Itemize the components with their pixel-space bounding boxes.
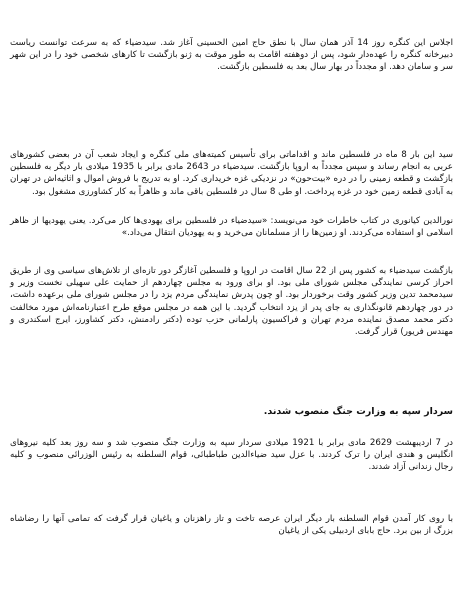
paragraph-palestine-stay: سید این بار 8 ماه در فلسطین ماند و اقداماتی برای تأسیس کمیته‌های ملی کنگره و ایجاد شعب آن در بعضی کشورهای عربی به انجام رساند و سپس مجدداً به اروپا بازگشت. سیدضیاء در 2643 مادی برابر با 1935 میلادی بار دیگر به فلسطین بازگشت و قطعه زمینی را در دره «بیت‌حون» در نزدیکی غزه خریداری کرد. او به تدریج با فروش اموال و اثاثیه‌اش در تهران به آبادی قطعه زمین خود در غزه پرداخت. او طی 8 سال در فلسطین باقی ماند و ظاهراً به کار کشاورزی مشغول بود. bbox=[10, 150, 454, 197]
paragraph-return-to-iran: بازگشت سیدضیاء به کشور پس از 22 سال اقامت در اروپا و فلسطین آغازگر دور تازه‌ای از تلاش‌های سیاسی وی از طریق احراز کرسی نمایندگی مجلس شورای ملی بود. او برای ورود به مجلس چهاردهم از حمایت علی سهیلی نخست وزیر و سیدمحمد تدین وزیر کشور وقت برخوردار بود. او چون پدرش نمایندگی مردم یزد را در مجلس شورای ملی برعهده داشت، در دور چهاردهم قانونگذاری به جای پدر از یزد انتخاب گردید. با این همه در مجلس موقع طرح اعتبارنامه‌اش مورد مخالفت دکتر محمد مصدق نماینده مردم تهران و فراکسیون پارلمانی حزب توده (دکتر رادمنش، دکتر کشاورز، ایرج اسکندری و مهندس فریور) قرار گرفت. bbox=[10, 266, 453, 338]
paragraph-congress-session: اجلاس این کنگره روز 14 آذر همان سال با نطق حاج امین الحسینی آغاز شد. سیدضیاء که به سرعت توانست ریاست دبیرخانه کنگره را عهده‌دار شود، پس از دوهفته اقامت به طور موقت به ژنو بازگشت تا کارهای شخصی خود را در این شهر سر و سامان دهد. او مجدداً در بهار سال بعد به فلسطین بازگشت. bbox=[10, 38, 453, 73]
paragraph-kianouri-quote: نورالدین کیانوری در کتاب خاطرات خود می‌نویسد: «سیدضیاء در فلسطین برای یهودی‌ها کار می‌کرد. یعنی یهودیها از ظاهر اسلامی او استفاده می‌کردند. او زمین‌ها را از مسلمانان می‌خرید و به یهودیان انتقال می‌داد.» bbox=[10, 216, 453, 239]
section-heading: سردار سپه به وزارت جنگ منصوب شدند. bbox=[263, 406, 453, 417]
paragraph-war-minister: در 7 اردیبهشت 2629 مادی برابر با 1921 میلادی سردار سپه به وزارت جنگ منصوب شد و سه روز بعد کلیه نیروهای انگلیس و هندی ایران را ترک کردند. با عزل سید ضیاءالدین طباطبائی، قوام السلطنه به رئیس الوزرائی منصوب و کلیه رجال زندانی آزاد شدند. bbox=[10, 438, 454, 473]
paragraph-qavam-rebels: با روی کار آمدن قوام السلطنه بار دیگر ایران عرصه تاخت و تاز راهزنان و یاغیان قرار گرفت که تمامی آنها را رضاشاه بزرگ از بین برد. حاج بابای اردبیلی یکی از یاغیان bbox=[10, 514, 453, 537]
